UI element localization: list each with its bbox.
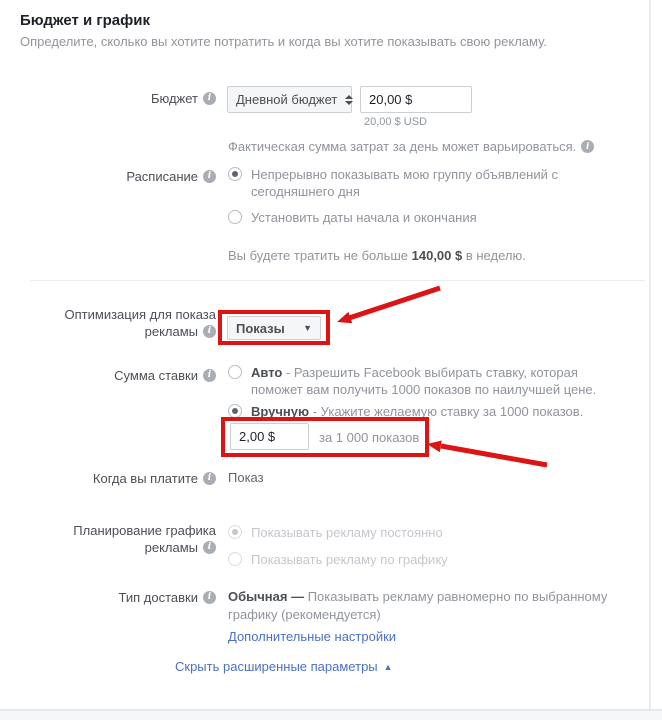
select-arrows-icon [345,95,353,105]
bid-auto-rest: - Разрешить Facebook выбирать ставку, которая поможет вам получить 1000 показов по наилучшей цене. [251,365,597,397]
hide-advanced-options-text: Скрыть расширенные параметры [175,659,378,674]
optimization-dropdown-value: Показы [236,320,285,336]
weekly-spend-note [228,248,526,263]
bid-label [0,367,216,384]
delivery-value-rest: Показывать рекламу равномерно по выбранному графику (рекомендуется) [228,589,608,622]
panel-right-border [649,0,651,711]
chevron-down-icon: ▼ [303,323,312,333]
ad-scheduling-label [0,522,216,556]
radio-disabled-icon [228,552,242,566]
bid-amount-input[interactable] [230,423,309,450]
bid-manual-bold: Вручную [251,404,310,419]
info-icon[interactable]: i [203,92,216,105]
bid-manual-label [251,403,583,420]
ad-scheduling-schedule-radio [228,551,448,568]
budget-helper [228,139,594,154]
info-icon[interactable]: i [581,140,594,153]
optimization-label [0,306,216,340]
radio-unselected-icon[interactable] [228,365,242,379]
bid-auto-bold: Авто [251,365,283,380]
bid-auto-label [251,364,597,398]
bid-manual-rest: - Укажите желаемую ставку за 1000 показов. [309,404,584,419]
info-icon[interactable]: i [203,472,216,485]
optimization-label-line2: рекламы [144,324,198,339]
info-icon[interactable]: i [203,325,216,338]
page-title: Бюджет и график [20,12,151,29]
panel-bottom-strip [0,711,662,720]
delivery-value [228,588,633,624]
page-subtitle: Определите, сколько вы хотите потратить и когда вы хотите показывать свою рекламу. [20,34,547,49]
radio-selected-icon[interactable] [228,404,242,418]
section-divider [30,280,645,281]
optimization-dropdown[interactable] [227,316,321,340]
schedule-dates-radio[interactable] [228,209,640,226]
info-icon[interactable]: i [203,541,216,554]
pay-when-label-text: Когда вы платите [92,471,198,486]
radio-unselected-icon[interactable] [228,210,242,224]
spend-note-suffix: в неделю. [462,248,526,263]
budget-type-select[interactable] [227,86,352,113]
info-icon[interactable]: i [203,369,216,382]
budget-amount-input[interactable] [360,86,472,113]
schedule-continuous-label: Непрерывно показывать мою группу объявлений с сегодняшнего дня [251,167,558,199]
bid-per-text: за 1 000 показов [319,430,420,445]
bid-manual-radio[interactable] [228,403,583,420]
spend-note-prefix: Вы будете тратить не больше [228,248,412,263]
ad-scheduling-always-radio [228,524,443,541]
advanced-settings-link[interactable]: Дополнительные настройки [228,629,397,644]
spend-note-amount: 140,00 $ [411,248,463,263]
schedule-label [0,168,216,185]
budget-type-value: Дневной бюджет [236,92,338,107]
schedule-continuous-radio[interactable] [228,166,640,200]
ad-scheduling-label-line1: Планирование графика [73,523,216,538]
pay-when-value: Показ [228,470,264,485]
chevron-up-icon: ▲ [383,661,393,672]
budget-helper-text: Фактическая сумма затрат за день может варьироваться. [228,139,577,154]
schedule-label-text: Расписание [126,169,198,184]
bid-auto-radio[interactable] [228,364,597,398]
section-header [20,12,547,49]
info-icon[interactable]: i [203,170,216,183]
budget-amount-hint: 20,00 $ USD [364,116,427,128]
budget-label-text: Бюджет [150,91,198,106]
delivery-value-bold: Обычная — [228,589,305,604]
ad-scheduling-label-line2: рекламы [144,540,198,555]
budget-label [0,90,216,107]
pay-when-label [0,470,216,487]
delivery-label [0,589,216,606]
info-icon[interactable]: i [203,591,216,604]
radio-selected-icon[interactable] [228,167,242,181]
ad-scheduling-schedule-label: Показывать рекламу по графику [251,552,448,567]
ad-scheduling-always-label: Показывать рекламу постоянно [251,525,443,540]
optimization-label-line1: Оптимизация для показа [64,307,216,322]
schedule-dates-label: Установить даты начала и окончания [251,210,477,225]
hide-advanced-options-link[interactable] [175,659,393,674]
delivery-label-text: Тип доставки [118,590,198,605]
bid-label-text: Сумма ставки [114,368,198,383]
radio-disabled-selected-icon [228,525,242,539]
